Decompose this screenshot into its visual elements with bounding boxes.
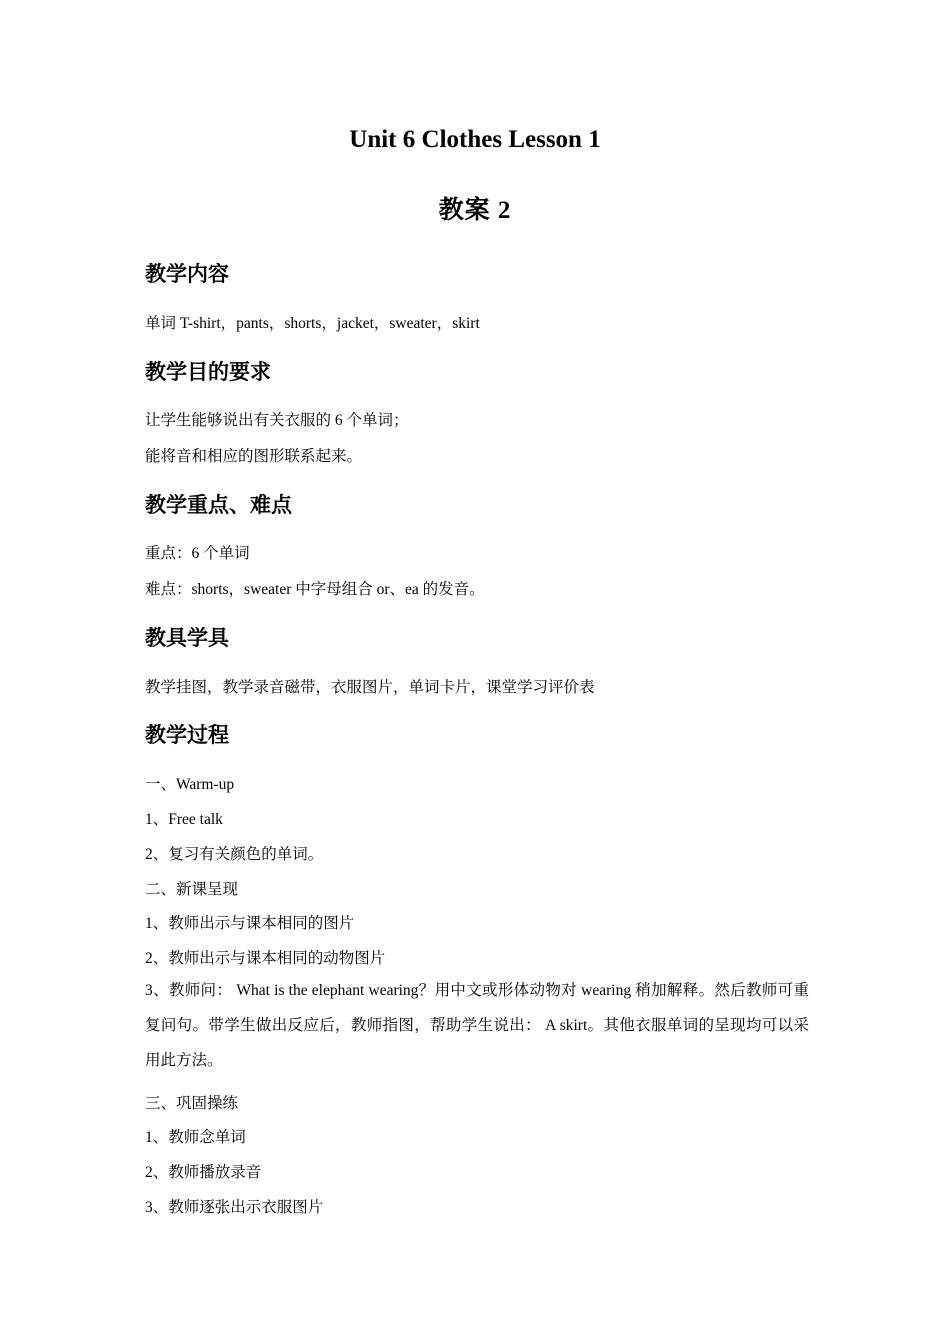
section-heading-aids: 教具学具 [145, 626, 229, 650]
section-heading-content: 教学内容 [145, 262, 229, 286]
process-line: 三、巩固操练 [145, 1095, 239, 1112]
key-points-line: 重点：6 个单词 [145, 545, 250, 562]
objectives-line: 能将音和相应的图形联系起来。 [145, 448, 363, 465]
process-line: 二、新课呈现 [145, 881, 239, 898]
process-line: 1、教师念单词 [145, 1129, 246, 1146]
process-line: 2、复习有关颜色的单词。 [145, 846, 324, 863]
document-subtitle: 教案 2 [438, 197, 512, 224]
objectives-line: 让学生能够说出有关衣服的 6 个单词； [145, 412, 409, 429]
process-line: 2、教师出示与课本相同的动物图片 [145, 950, 386, 967]
process-line: 1、教师出示与课本相同的图片 [145, 915, 355, 932]
process-line: 3、教师逐张出示衣服图片 [145, 1199, 324, 1216]
key-points-line: 难点：shorts，sweater 中字母组合 or、ea 的发音。 [145, 581, 485, 598]
section-heading-key-points: 教学重点、难点 [145, 493, 292, 517]
process-line: 2、教师播放录音 [145, 1164, 262, 1181]
process-line: 1、Free talk [145, 811, 223, 828]
process-paragraph: 3、教师问： What is the elephant wearing？用中文或形体动物对 wearing 稍加解释。然后教师可重复问句。带学生做出反应后，教师指图，帮助学生说出： A skirt。其他衣服单词的呈现均可以采用此方法。 [145, 982, 809, 1069]
aids-line: 教学挂图，教学录音磁带，衣服图片，单词卡片，课堂学习评价表 [145, 679, 595, 696]
process-line: 一、Warm-up [145, 776, 235, 793]
section-heading-process: 教学过程 [145, 723, 229, 747]
document-title: Unit 6 Clothes Lesson 1 [349, 126, 601, 153]
content-line: 单词 T-shirt，pants，shorts，jacket，sweater，skirt [145, 315, 480, 332]
section-heading-objectives: 教学目的要求 [145, 360, 271, 384]
